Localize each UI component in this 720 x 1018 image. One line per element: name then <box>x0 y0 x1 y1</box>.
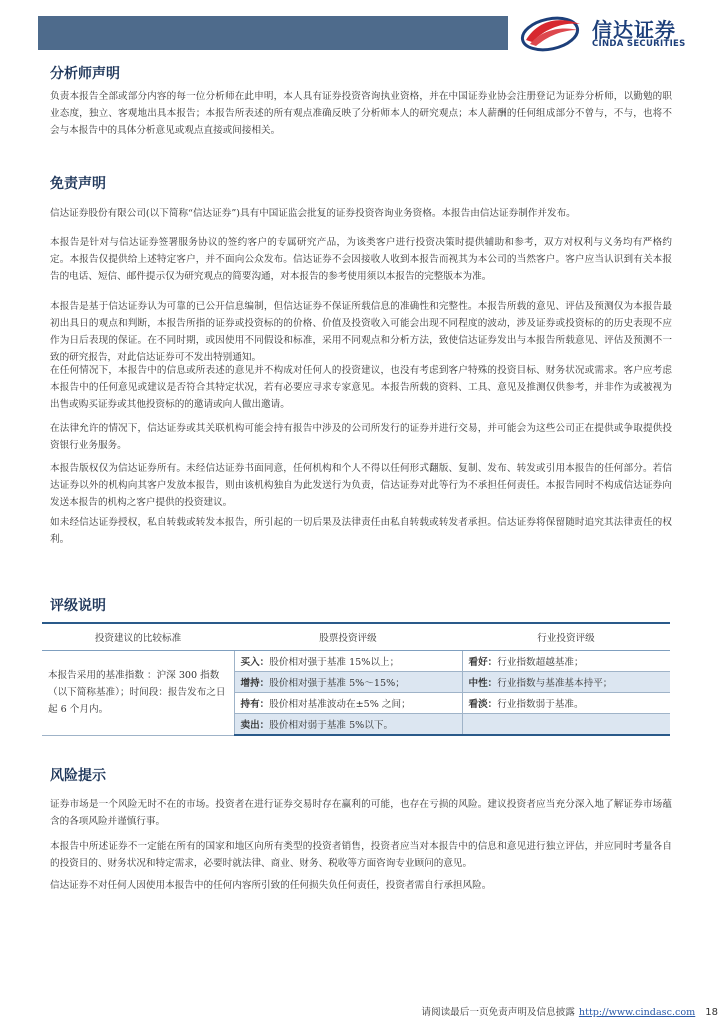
stock-rating-desc: 股价相对强于基准 15%以上； <box>269 657 400 668</box>
industry-rating-label: 中性： <box>468 678 498 689</box>
disclaimer-paragraph-3: 本报告是基于信达证券认为可靠的已公开信息编制，但信达证券不保证所载信息的准确性和完整性。本报告所载的意见、评估及预测仅为本报告最初出具日的观点和判断，本报告所指的证券或投资标的的价格、价值及投资收入可能会出现不同程度的波动，涉及证券或投资标的的历史表现不应作为日后表现的保证。在不同时期，或因使用不同假设和标准，采用不同观点和分析方法，致使信达证券发出与本报告所载意见、评估及预测不一致的研究报告，对此信达证券可不发出特别通知。 <box>50 301 672 363</box>
industry-rating-negative <box>462 693 670 714</box>
rating-header-stock: 股票投资评级 <box>234 623 462 651</box>
industry-rating-desc: 行业指数与基准基本持平； <box>497 678 613 689</box>
industry-rating-desc: 行业指数超越基准； <box>497 657 584 668</box>
disclaimer-paragraph-7: 如未经信达证券授权，私自转载或转发本报告，所引起的一切后果及法律责任由私自转载或转发者承担。信达证券将保留随时追究其法律责任的权利。 <box>50 517 672 545</box>
disclaimer-paragraph-5: 在法律允许的情况下，信达证券或其关联机构可能会持有报告中涉及的公司所发行的证券并进行交易，并可能会为这些公司正在提供或争取提供投资银行业务服务。 <box>50 423 672 451</box>
disclaimer-paragraph-2: 本报告是针对与信达证券签署服务协议的签约客户的专属研究产品，为该类客户进行投资决策时提供辅助和参考，双方对权利与义务均有严格约定。本报告仅提供给上述特定客户，并不面向公众发布。信达证券不会因接收人收到本报告而视其为本公司的当然客户。客户应当认识到有关本报告的电话、短信、邮件提示仅为研究观点的简要沟通，对本报告的参考使用须以本报告的完整版本为准。 <box>50 237 672 282</box>
stock-rating-desc: 股价相对弱于基准 5%以下。 <box>269 720 394 731</box>
footer-website-link[interactable]: http://www.cindasc.com <box>578 1007 696 1018</box>
industry-rating-positive <box>462 651 670 672</box>
stock-rating-sell <box>234 714 462 736</box>
stock-rating-label: 持有： <box>240 699 270 710</box>
industry-rating-label: 看好： <box>468 657 498 668</box>
stock-rating-label: 卖出： <box>240 720 270 731</box>
rating-header-industry: 行业投资评级 <box>462 623 670 651</box>
analyst-statement-text: 负责本报告全部或部分内容的每一位分析师在此申明，本人具有证券投资咨询执业资格，并在中国证券业协会注册登记为证券分析师，以勤勉的职业态度，独立、客观地出具本报告；本报告所表述的所有观点准确反映了分析师本人的研究观点；本人薪酬的任何组成部分不曾与，不与，也将不会与本报告中的具体分析意见或观点直接或间接相关。 <box>50 91 672 136</box>
rating-standard-text: 本报告采用的基准指数 ：沪深 300 指数（以下简称基准）；时间段：报告发布之日起 6 个月内。 <box>42 651 234 736</box>
footer-disclaimer-note: 请阅读最后一页免责声明及信息披露 <box>421 1007 575 1018</box>
disclaimer-paragraph-6: 本报告版权仅为信达证券所有。未经信达证券书面同意，任何机构和个人不得以任何形式翻版、复制、发布、转发或引用本报告的任何部分。若信达证券以外的机构向其客户发放本报告，则由该机构独自为此发送行为负责，信达证券对此等行为不承担任何责任。本报告同时不构成信达证券向发送本报告的机构之客户提供的投资建议。 <box>50 463 672 508</box>
stock-rating-label: 买入： <box>240 657 270 668</box>
rating-table-header-row <box>42 623 670 651</box>
stock-rating-overweight <box>234 672 462 693</box>
stock-rating-label: 增持： <box>240 678 270 689</box>
cinda-logo <box>520 12 700 52</box>
disclaimer-paragraph-4: 在任何情况下，本报告中的信息或所表述的意见并不构成对任何人的投资建议，也没有考虑到客户特殊的投资目标、财务状况或需求。客户应考虑本报告中的任何意见或建议是否符合其特定状况，若有必要应寻求专家意见。本报告所载的资料、工具、意见及推测仅供参考，并非作为或被视为出售或购买证券或其他投资标的的邀请或向人做出邀请。 <box>50 365 672 410</box>
page-number: 18 <box>705 1007 718 1018</box>
stock-rating-desc: 股价相对强于基准 5%～15%； <box>269 678 405 689</box>
cinda-logo-icon <box>520 12 586 52</box>
rating-table <box>42 622 670 736</box>
rating-header-standard: 投资建议的比较标准 <box>42 623 234 651</box>
risk-paragraph-3: 信达证券不对任何人因使用本报告中的任何内容所引致的任何损失负任何责任，投资者需自行承担风险。 <box>50 880 492 891</box>
risk-paragraph-1: 证券市场是一个风险无时不在的市场。投资者在进行证券交易时存在赢利的可能，也存在亏损的风险。建议投资者应当充分深入地了解证券市场蕴含的各项风险并谨慎行事。 <box>50 799 672 827</box>
rating-row-1 <box>42 651 670 672</box>
logo-english-name: CINDA SECURITIES <box>592 39 686 49</box>
stock-rating-buy <box>234 651 462 672</box>
industry-rating-desc: 行业指数弱于基准。 <box>497 699 584 710</box>
page-footer <box>50 1004 718 1018</box>
disclaimer-title: 免责声明 <box>50 176 106 192</box>
disclaimer-paragraph-1: 信达证券股份有限公司(以下简称“信达证券”)具有中国证监会批复的证券投资咨询业务资格。本报告由信达证券制作并发布。 <box>50 208 576 219</box>
risk-title: 风险提示 <box>50 768 106 784</box>
analyst-statement-title: 分析师声明 <box>50 66 120 82</box>
industry-rating-label: 看淡： <box>468 699 498 710</box>
rating-title: 评级说明 <box>50 598 106 614</box>
logo-chinese-name: 信达证券 <box>592 18 676 42</box>
industry-rating-empty-cell <box>462 714 670 736</box>
industry-rating-neutral <box>462 672 670 693</box>
header-bar <box>38 16 508 50</box>
risk-paragraph-2: 本报告中所述证券不一定能在所有的国家和地区向所有类型的投资者销售，投资者应当对本报告中的信息和意见进行独立评估，并应同时考量各自的投资目的、财务状况和特定需求，必要时就法律、商业、财务、税收等方面咨询专业顾问的意见。 <box>50 841 672 869</box>
stock-rating-desc: 股价相对基准波动在±5% 之间； <box>269 699 411 710</box>
stock-rating-hold <box>234 693 462 714</box>
